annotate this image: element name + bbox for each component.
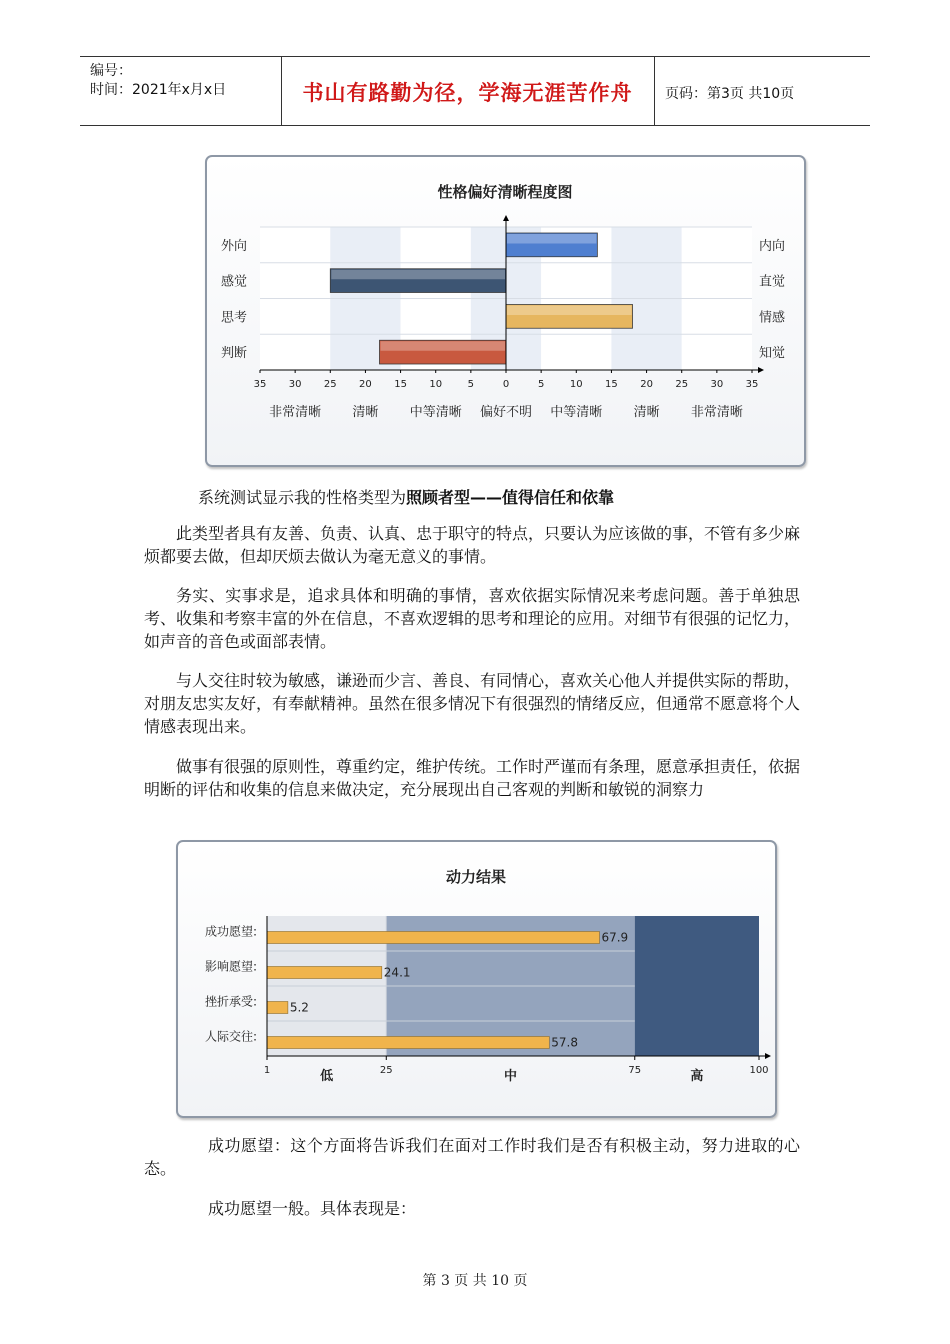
x-tick-label: 10 bbox=[429, 379, 443, 390]
zone-label: 偏好不明 bbox=[479, 405, 533, 420]
left-category-label: 感觉 bbox=[221, 274, 248, 290]
x-tick-label: 75 bbox=[628, 1065, 642, 1076]
x-tick-label: 20 bbox=[359, 379, 372, 390]
bar-0 bbox=[267, 932, 599, 944]
header-meta-cell bbox=[80, 57, 282, 125]
zone-label: 中等清晰 bbox=[550, 405, 603, 420]
category-label: 人际交往: bbox=[204, 1029, 257, 1044]
x-tick-label: 30 bbox=[288, 379, 302, 390]
category-label: 影响愿望: bbox=[204, 959, 257, 974]
x-tick-label: 0 bbox=[502, 379, 510, 390]
zone-label: 中 bbox=[504, 1069, 518, 1084]
bar-value-label: 24.1 bbox=[383, 965, 411, 980]
category-label: 成功愿望: bbox=[204, 924, 257, 939]
x-tick-label: 5 bbox=[467, 379, 475, 390]
zone-2 bbox=[635, 916, 759, 1056]
x-axis-arrow bbox=[758, 367, 764, 373]
header-motto: 书山有路勤为径，学海无涯苦作舟 bbox=[302, 80, 633, 105]
x-axis-arrow bbox=[765, 1053, 771, 1059]
personality-chart-svg bbox=[207, 157, 804, 465]
header-motto-cell bbox=[281, 57, 655, 125]
personality-type-caption bbox=[198, 485, 614, 508]
x-tick-label: 35 bbox=[253, 379, 267, 390]
x-tick-label: 1 bbox=[263, 1065, 271, 1076]
paragraph-4: 做事有很强的原则性，尊重约定，维护传统。工作时严谨而有条理，愿意承担责任，依据明断的评估和收集的信息来做决定，充分展现出自己客观的判断和敏锐的洞察力 bbox=[144, 757, 801, 799]
x-tick-label: 10 bbox=[569, 379, 583, 390]
x-tick-label: 20 bbox=[640, 379, 653, 390]
bar-highlight bbox=[507, 234, 596, 244]
paragraph-3: 与人交往时较为敏感，谦逊而少言、善良、有同情心，喜欢关心他人并提供实际的帮助，对朋友忠实友好，有奉献精神。虽然在很多情况下有很强烈的情绪反应，但通常不愿意将个人情感表现出来。 bbox=[144, 671, 801, 736]
document-time-label: 时间：2021年x月x日 bbox=[90, 82, 227, 98]
zone-label: 非常清晰 bbox=[269, 405, 322, 420]
right-category-label: 直觉 bbox=[759, 274, 786, 290]
left-category-label: 思考 bbox=[221, 310, 248, 326]
bar-value-label: 5.2 bbox=[289, 1000, 309, 1015]
bar-value-label: 67.9 bbox=[601, 930, 629, 945]
motivation-result-chart bbox=[176, 840, 777, 1118]
zone-label: 清晰 bbox=[633, 405, 660, 420]
x-tick-label: 25 bbox=[675, 379, 689, 390]
bar-highlight bbox=[507, 306, 632, 316]
zone-label: 中等清晰 bbox=[409, 405, 462, 420]
bar-1 bbox=[267, 967, 382, 979]
category-label: 挫折承受: bbox=[204, 994, 257, 1009]
x-tick-label: 25 bbox=[379, 1065, 393, 1076]
header-page-cell bbox=[655, 57, 870, 125]
x-tick-label: 30 bbox=[710, 379, 724, 390]
bar-value-label: 57.8 bbox=[551, 1035, 578, 1050]
x-tick-label: 15 bbox=[394, 379, 407, 390]
bar-3 bbox=[267, 1037, 549, 1049]
zone-label: 低 bbox=[320, 1069, 334, 1084]
paragraph-2: 务实、实事求是，追求具体和明确的事情，喜欢依据实际情况来考虑问题。善于单独思考、收集和考察丰富的外在信息，不喜欢逻辑的思考和理论的应用。对细节有很强的记忆力，如声音的音色或面部表情。 bbox=[144, 586, 801, 651]
right-category-label: 知觉 bbox=[759, 346, 786, 362]
center-axis-arrow bbox=[503, 215, 509, 221]
x-tick-label: 100 bbox=[749, 1065, 769, 1076]
page-footer: 第 3 页 共 10 页 bbox=[422, 1273, 528, 1289]
right-category-label: 情感 bbox=[759, 310, 786, 326]
x-tick-label: 35 bbox=[745, 379, 759, 390]
bar-2 bbox=[267, 1002, 288, 1014]
document-number-label: 编号： bbox=[90, 63, 132, 79]
right-category-label: 内向 bbox=[759, 238, 786, 254]
caption-prefix: 系统测试显示我的性格类型为 bbox=[198, 488, 407, 507]
zone-label: 清晰 bbox=[352, 405, 379, 420]
bar-highlight bbox=[331, 270, 505, 280]
x-tick-label: 25 bbox=[323, 379, 337, 390]
left-category-label: 判断 bbox=[221, 346, 248, 362]
bar-highlight bbox=[380, 341, 505, 351]
x-tick-label: 15 bbox=[605, 379, 618, 390]
paragraph-1: 此类型者具有友善、负责、认真、忠于职守的特点，只要认为应该做的事，不管有多少麻烦都要去做，但却厌烦去做认为毫无意义的事情。 bbox=[144, 524, 801, 566]
personality-preference-chart bbox=[205, 155, 806, 467]
paragraph-success-level: 成功愿望一般。具体表现是： bbox=[208, 1199, 417, 1218]
paragraph-success-desire: 成功愿望：这个方面将告诉我们在面对工作时我们是否有积极主动，努力进取的心态。 bbox=[144, 1136, 800, 1178]
zone-label: 高 bbox=[690, 1069, 704, 1084]
motivation-chart-svg bbox=[178, 842, 775, 1116]
chart-title: 动力结果 bbox=[445, 868, 507, 886]
zone-label: 非常清晰 bbox=[690, 405, 743, 420]
header-page-info: 页码：第3页 共10页 bbox=[665, 86, 795, 102]
x-tick-label: 5 bbox=[537, 379, 545, 390]
left-category-label: 外向 bbox=[221, 238, 248, 254]
document-header bbox=[80, 56, 870, 126]
caption-type: 照顾者型——值得信任和依靠 bbox=[406, 488, 615, 507]
chart-title: 性格偏好清晰程度图 bbox=[437, 183, 573, 201]
